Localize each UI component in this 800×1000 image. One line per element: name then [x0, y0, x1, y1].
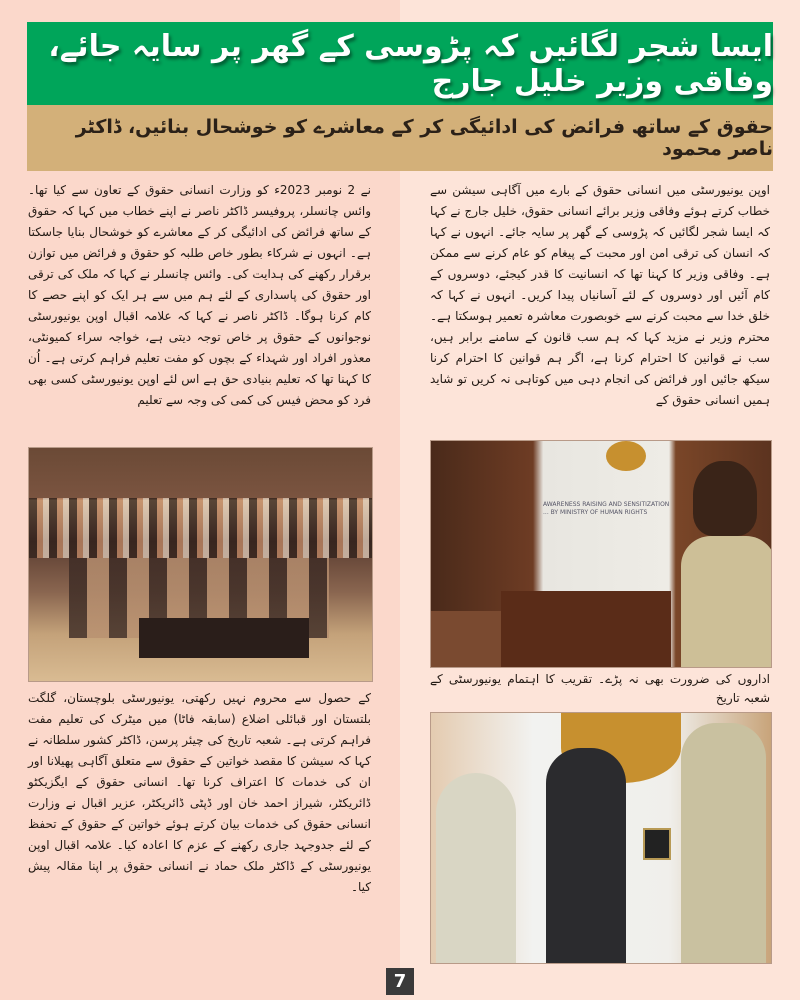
- article-paragraph: اوپن یونیورسٹی میں انسانی حقوق کے بارے میں آگاہی سیشن سے خطاب کرتے ہوئے وفاقی وزیر برائے انسانی حقوق، خلیل جارج نے کہا کہ ایسا شجر لگائیں کہ پڑوسی کے گھر پر سایہ جائے۔ انہوں نے کہا کہ انسان کی ترقی امن اور محبت کے پیغام کو عام کرنے سے ممکن ہے۔ وفاقی وزیر کا کہنا تھا کہ انسانیت کا قدر کیجئے، دوسروں کے کام آئیں اور دوسروں کے لئے آسانیاں پیدا کریں۔ انہوں نے کہا کہ خلق خدا سے محبت کرنے سے خوبصورت معاشرہ تعمیر ہوسکتا ہے۔ محترم وزیر نے مزید کہا کہ ہم سب قانون کے سامنے برابر ہیں، سب نے قوانین کا احترام کرنا ہے، اگر ہم قوانین کا احترام کرنا سیکھ جائیں اور فرائض کی انجام دہی میں کوتاہی نہ کریں تو شاید ہمیں انسانی حقوق کے: [430, 183, 770, 407]
- audience-rows: [29, 498, 372, 558]
- article-paragraph: نے 2 نومبر 2023ء کو وزارت انسانی حقوق کے تعاون سے کیا تھا۔ وائس چانسلر، پروفیسر ڈاکٹر ناصر نے اپنے خطاب میں کہا کہ حقوق کے ساتھ فرائض کی ادائیگی کر کے معاشرے کو خوشحال بنایا جاسکتا ہے۔ انہوں نے شرکاء بطور خاص طلبہ کو حقوق و فرائض میں توازن برقرار رکھنے کی ہدایت کی۔ وائس چانسلر نے کہا کہ ملک کی ترقی اور حقوق کی پاسداری کے لئے ہم میں سے ہر ایک کو اپنے حصے کا کام کرنا ہوگا۔ ڈاکٹر ناصر نے کہا کہ علامہ اقبال اوپن یونیورسٹی نوجوانوں کے حقوق پر خاص توجہ دیتی ہے، خواجہ سراء کمیونٹی، معذور افراد اور شہداء کے بچوں کو مفت تعلیم فراہم کرتی ہے۔ اُن کا کہنا تھا کہ تعلیم بنیادی حق ہے اس لئے اوپن یونیورسٹی کسی بھی فرد کو محض فیس کی کمی کی وجہ سے تعلیم: [28, 183, 372, 407]
- award-photo: [430, 712, 772, 964]
- audience-table: [431, 611, 501, 667]
- woman-figure: [436, 773, 516, 963]
- emblem: [606, 441, 646, 471]
- subheadline-band: [27, 105, 773, 171]
- coffee-table: [139, 618, 309, 658]
- speaker-jacket: [681, 536, 772, 667]
- page-number: 7: [386, 968, 414, 995]
- audience-photo: [28, 447, 373, 682]
- caption-line: [430, 670, 770, 710]
- left-column-text-bottom: [28, 688, 371, 958]
- subheadline: حقوق کے ساتھ فرائض کی ادائیگی کر کے معاشرے کو خوشحال بنائیں، ڈاکٹر ناصر محمود: [75, 116, 773, 160]
- shield-award: [643, 828, 671, 860]
- speaker-photo: [430, 440, 772, 668]
- headline-banner: [27, 22, 773, 105]
- photo-banner-text: AWARENESS RAISING AND SENSITIZATION ... BY MINISTRY OF HUMAN RIGHTS: [543, 501, 670, 516]
- man-in-suit: [546, 748, 626, 963]
- article-paragraph: اداروں کی ضرورت بھی نہ پڑے۔ تقریب کا اہتمام یونیورسٹی کے شعبہ تاریخ: [430, 672, 770, 705]
- podium: [501, 591, 671, 667]
- right-column-text: [430, 180, 770, 434]
- speaker-head: [693, 461, 757, 536]
- left-column-text-top: [28, 180, 371, 442]
- article-paragraph: کے حصول سے محروم نہیں رکھتی، یونیورسٹی بلوچستان، گلگت بلتستان اور قبائلی اضلاع (سابقہ فاٹا) میں میٹرک کی تعلیم مفت فراہم کرتی ہے۔ شعبہ تاریخ کی چیئر پرسن، ڈاکٹر کشور سلطانہ نے کہا کہ سیشن کا مقصد خواتین کے حقوق سے متعلق آگاہی پھیلانا اور ان کی خدمات کا اعتراف کرنا تھا۔ انسانی حقوق کے ایگزیکٹو ڈائریکٹر، شیراز احمد خان اور ڈپٹی ڈائریکٹر، عزیر اقبال نے وزارت انسانی حقوق کی خدمات بیان کرتے ہوئے خواتین کے حقوق کے تحفظ کے لئے جدوجہد جاری رکھنے کے عزم کا اعادہ کیا۔ علامہ اقبال اوپن یونیورسٹی کے ڈاکٹر ملک حماد نے انسانی حقوق پر اپنا مقالہ پیش کیا۔: [28, 691, 371, 894]
- headline: ایسا شجر لگائیں کہ پڑوسی کے گھر پر سایہ جائے، وفاقی وزیر خلیل جارج: [48, 28, 773, 99]
- minister-figure: [681, 723, 766, 963]
